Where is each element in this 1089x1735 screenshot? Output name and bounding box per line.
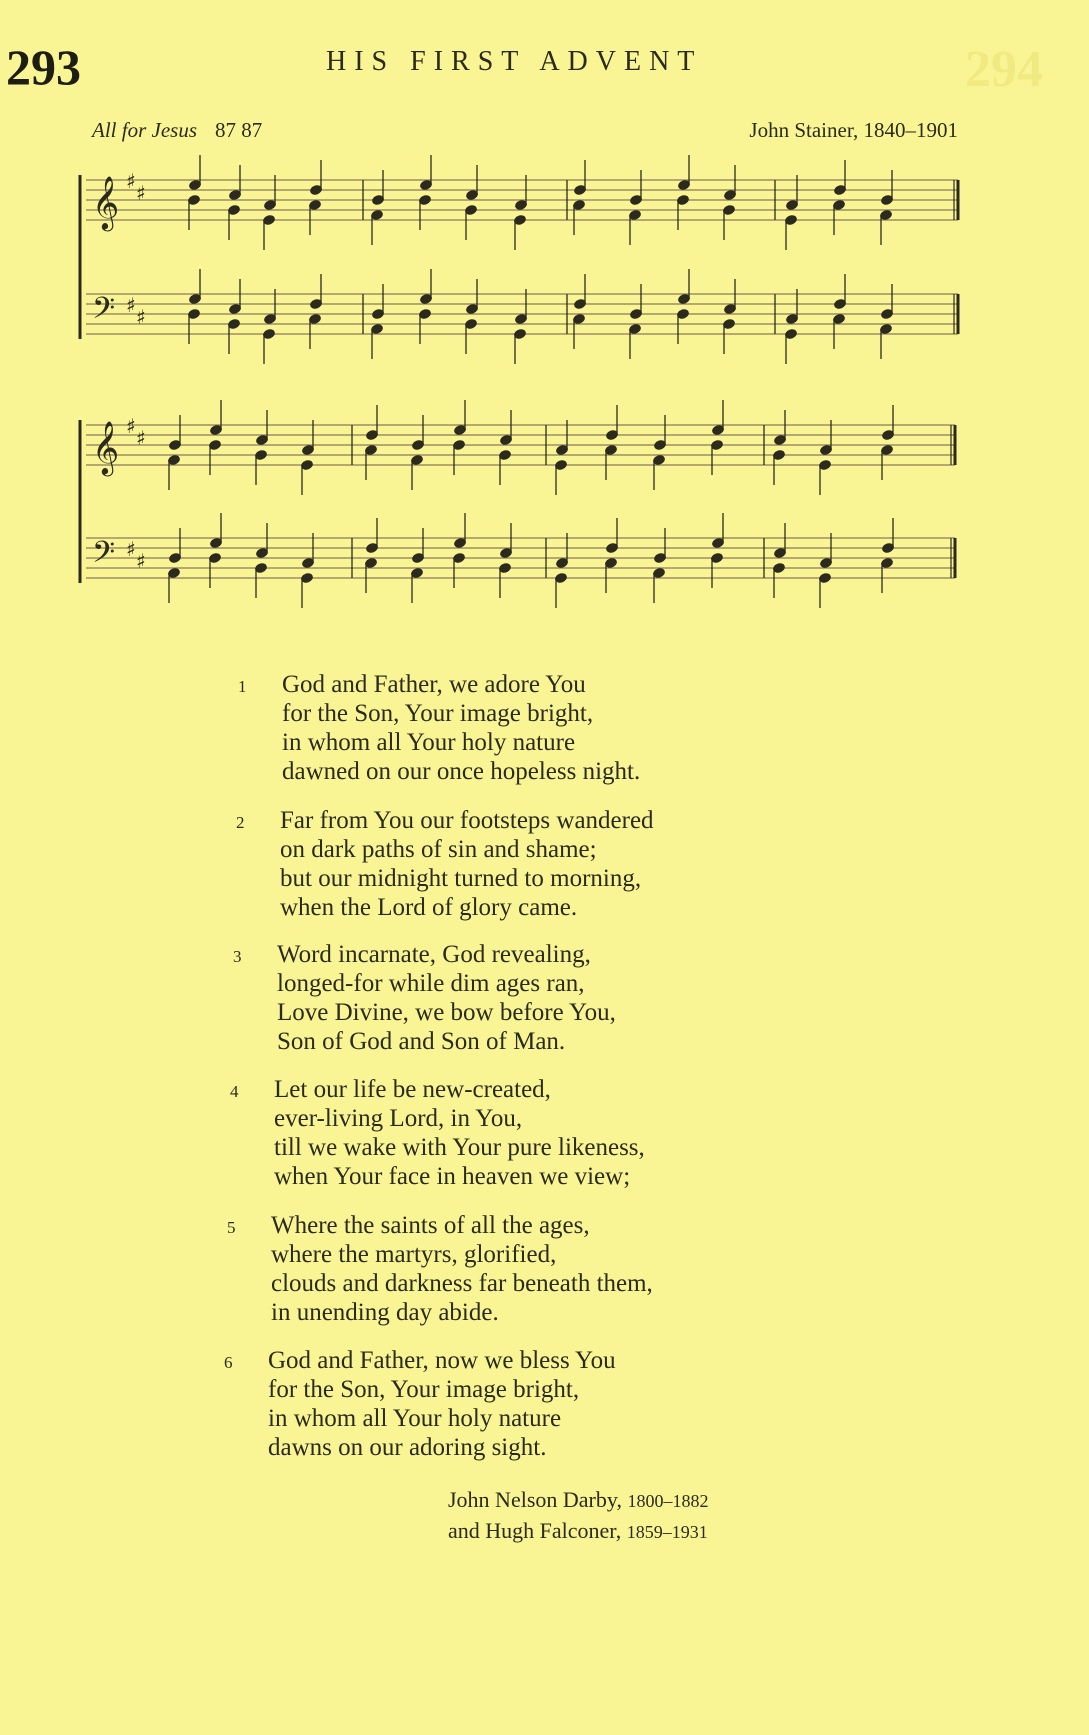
- bass-clef: 𝄢: [92, 536, 116, 577]
- verse-line: Word incarnate, God revealing,: [277, 941, 591, 968]
- author-line-2: [448, 1516, 708, 1547]
- tune-name: All for Jesus: [92, 118, 197, 142]
- verse-line: when Your face in heaven we view;: [274, 1163, 631, 1190]
- verse-number: 6: [224, 1353, 233, 1372]
- verse-line: longed-for while dim ages ran,: [277, 970, 585, 997]
- verse-line: dawns on our adoring sight.: [268, 1434, 547, 1461]
- verse-line: Let our life be new-created,: [274, 1076, 551, 1103]
- verse-number: 5: [227, 1218, 236, 1237]
- verse-line: dawned on our once hopeless night.: [282, 758, 641, 785]
- verse-number: 1: [238, 677, 247, 696]
- author-years: 1859–1931: [626, 1522, 708, 1542]
- author-years: 1800–1882: [627, 1491, 709, 1511]
- section-title: HIS FIRST ADVENT: [326, 46, 703, 77]
- sharp: ♯: [126, 414, 136, 438]
- verse-line: where the martyrs, glorified,: [271, 1241, 557, 1268]
- verse-number: 4: [230, 1082, 239, 1101]
- music-score: [0, 0, 1089, 640]
- verse-line: in whom all Your holy nature: [268, 1405, 562, 1432]
- composer-credit: John Stainer, 1840–1901: [749, 118, 958, 142]
- sharp: ♯: [136, 426, 146, 450]
- verse-line: on dark paths of sin and shame;: [280, 836, 597, 863]
- sharp: ♯: [126, 537, 136, 561]
- hymn-number: 293: [6, 39, 81, 95]
- verse-line: God and Father, now we bless You: [268, 1347, 616, 1374]
- verse-line: in whom all Your holy nature: [282, 729, 576, 756]
- sharp: ♯: [136, 181, 146, 205]
- verse-line: but our midnight turned to morning,: [280, 865, 642, 892]
- tune-meter: 87 87: [215, 118, 263, 142]
- verse-line: clouds and darkness far beneath them,: [271, 1270, 653, 1297]
- text-authors: [448, 1485, 708, 1547]
- bass-clef: 𝄢: [92, 292, 116, 333]
- verse-line: Love Divine, we bow before You,: [277, 999, 616, 1026]
- sharp: ♯: [126, 293, 136, 317]
- sharp: ♯: [136, 305, 146, 329]
- facing-page-number: 294: [965, 41, 1043, 98]
- verse-line: Son of God and Son of Man.: [277, 1028, 566, 1055]
- verse-number: 3: [233, 947, 242, 966]
- verse-6: [224, 1346, 828, 1462]
- verse-line: for the Son, Your image bright,: [268, 1376, 580, 1403]
- author-name: John Nelson Darby,: [448, 1487, 622, 1512]
- sharp: ♯: [126, 169, 136, 193]
- verse-line: ever-living Lord, in You,: [274, 1105, 523, 1132]
- verse-line: in unending day abide.: [271, 1299, 499, 1326]
- author-name: and Hugh Falconer,: [448, 1518, 622, 1543]
- verse-line: when the Lord of glory came.: [280, 894, 578, 921]
- verse-4: [230, 1075, 834, 1191]
- verse-line: till we wake with Your pure likeness,: [274, 1134, 645, 1161]
- verse-line: Where the saints of all the ages,: [271, 1212, 590, 1239]
- sharp: ♯: [136, 549, 146, 573]
- treble-clef: 𝄞: [92, 175, 120, 229]
- verse-line: Far from You our footsteps wandered: [280, 807, 654, 834]
- verse-line: for the Son, Your image bright,: [282, 700, 594, 727]
- verse-line: God and Father, we adore You: [282, 671, 586, 698]
- verse-5: [227, 1211, 831, 1327]
- verse-3: [233, 940, 837, 1056]
- verse-number: 2: [236, 813, 245, 832]
- verse-2: [236, 806, 840, 922]
- treble-clef: 𝄞: [92, 420, 120, 474]
- author-line-1: [448, 1485, 708, 1516]
- verse-1: [238, 670, 842, 786]
